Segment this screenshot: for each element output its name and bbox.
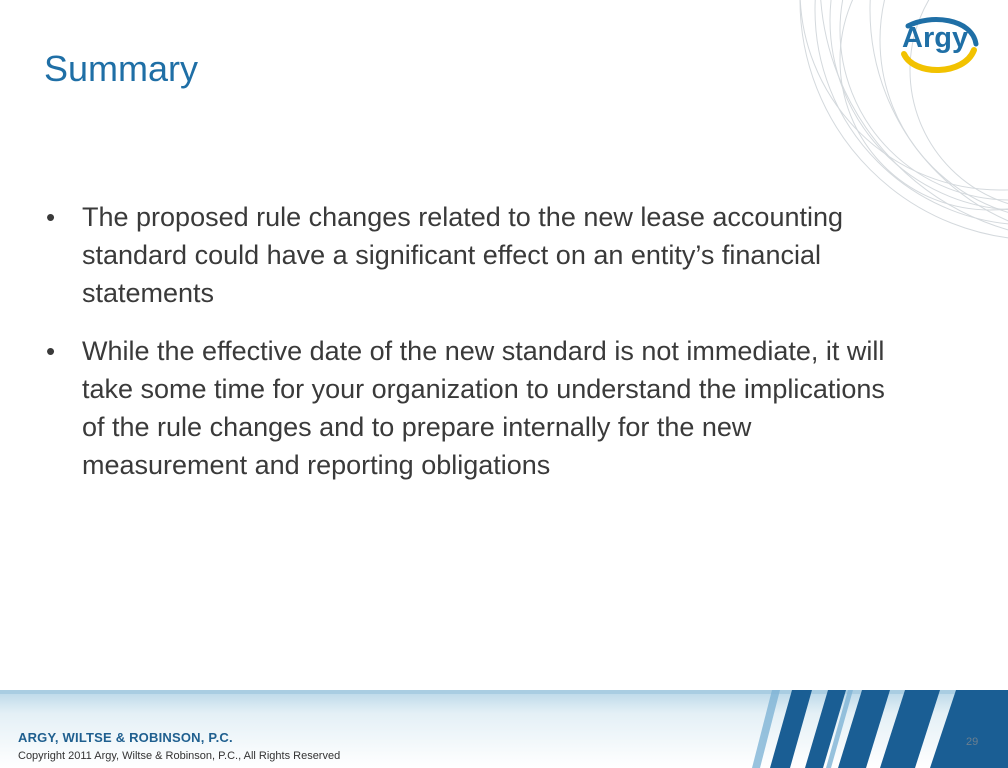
logo-text: Argy: [902, 22, 969, 54]
bullet-dot-icon: •: [46, 336, 56, 366]
page-number: 29: [966, 736, 979, 748]
slide-title: Summary: [44, 48, 199, 89]
bullet-text: While the effective date of the new standard is not immediate, it will take some time for your organization to understand the implications of the rule changes and to prepare internally for the new measurement and reporting obligations: [82, 336, 885, 480]
bullet-item: [42, 198, 912, 312]
bullet-item: [42, 332, 912, 484]
footer-copyright: Copyright 2011 Argy, Wiltse & Robinson, P.C., All Rights Reserved: [18, 750, 341, 762]
bullet-list: [42, 198, 912, 504]
bullet-dot-icon: •: [46, 202, 56, 232]
footer-firm-name: ARGY, WILTSE & ROBINSON, P.C.: [18, 730, 233, 745]
bullet-text: The proposed rule changes related to the new lease accounting standard could have a significant effect on an entity’s financial statements: [82, 202, 844, 308]
